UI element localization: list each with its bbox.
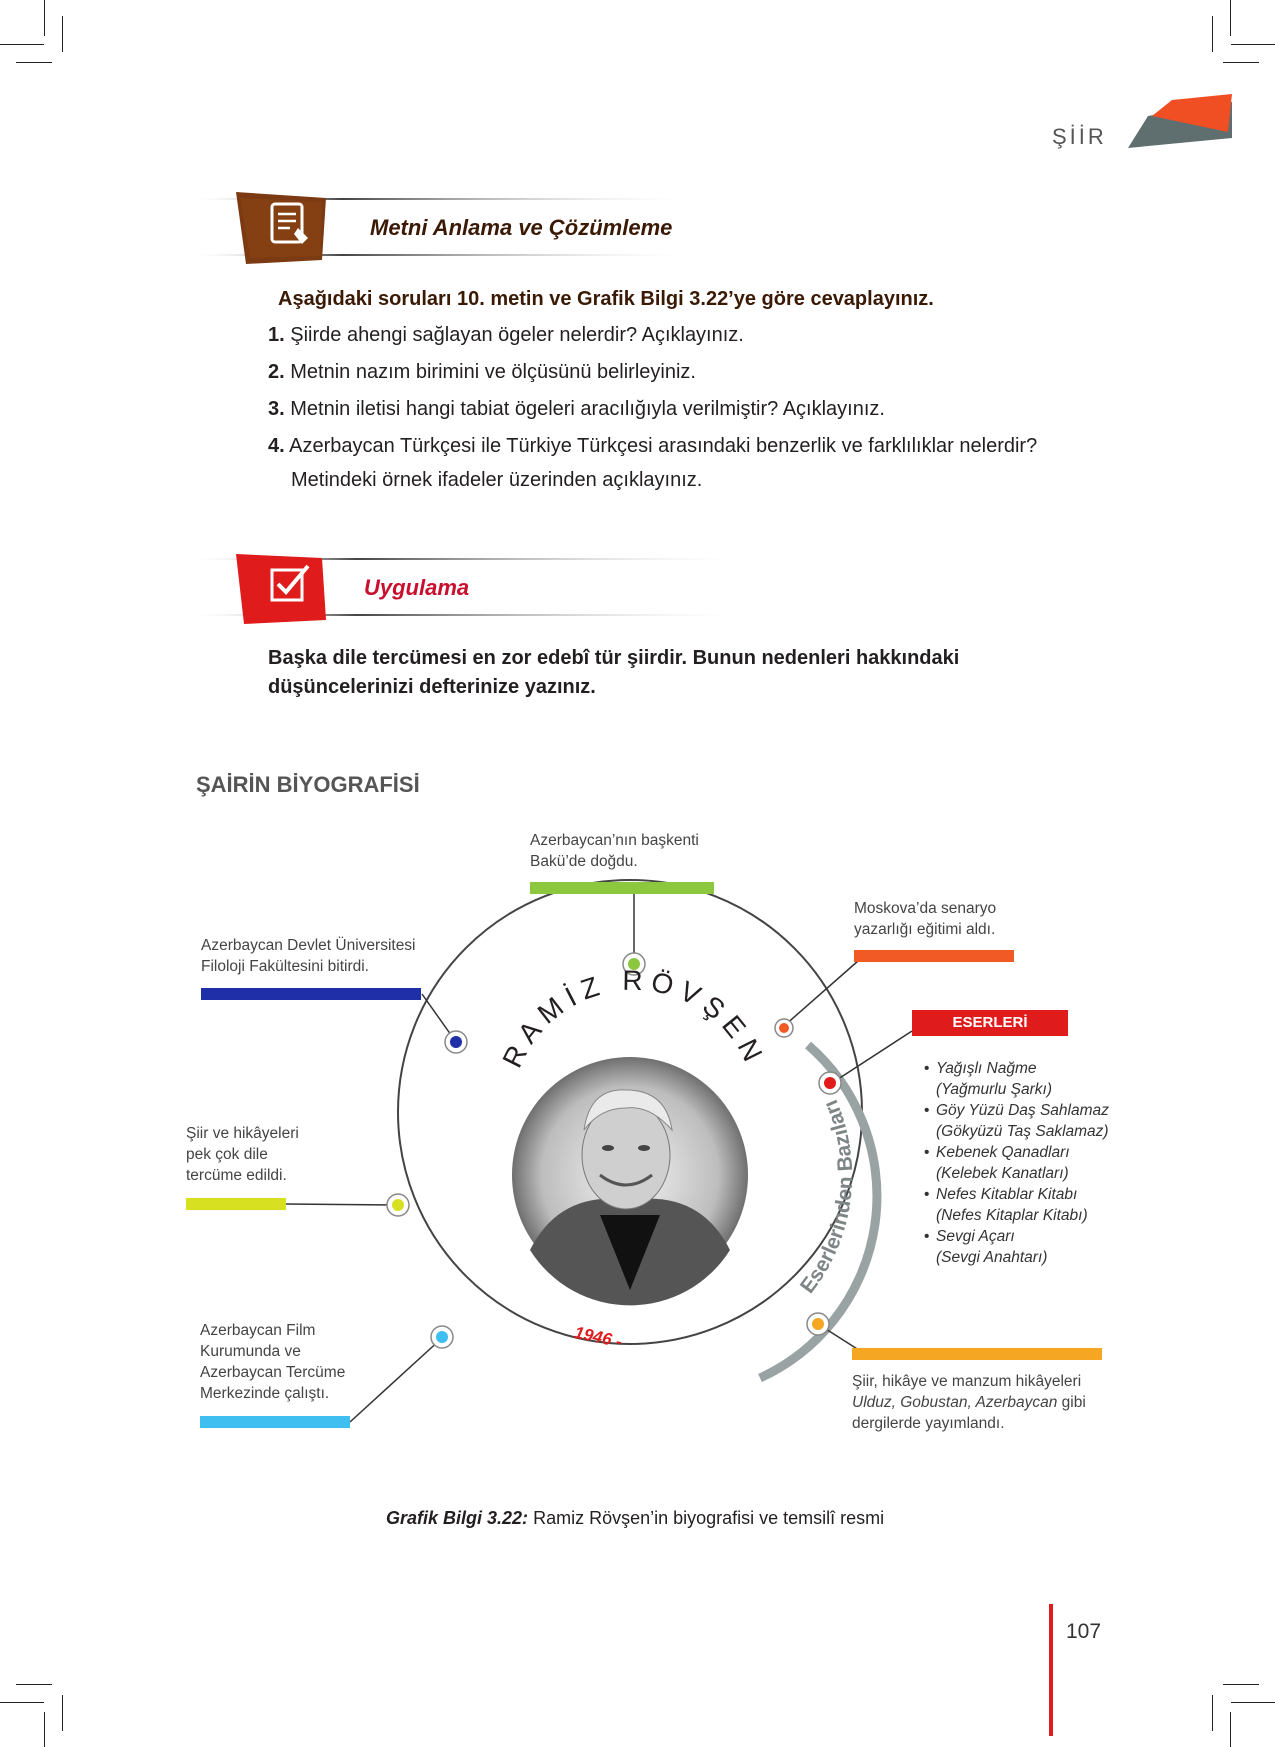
poet-name-arc: RAMİZ RÖVŞEN xyxy=(496,964,772,1073)
question-2: 2. Metnin nazım birimini ve ölçüsünü belirleyiniz. xyxy=(268,361,696,383)
section2-title: Uygulama xyxy=(364,575,470,600)
node-works xyxy=(819,1072,841,1094)
bar-university xyxy=(201,988,421,1000)
node-film xyxy=(431,1326,453,1348)
bar-published xyxy=(852,1348,1102,1360)
task-text: Başka dile tercümesi en zor edebî tür şiirdir. Bunun nedenleri hakkındaki düşüncelerinizi defterinize yazınız. xyxy=(268,647,960,698)
page-number-rule xyxy=(1049,1604,1053,1736)
work-item: • Yağışlı Nağme (Yağmurlu Şarkı) xyxy=(924,1060,1052,1098)
bar-born xyxy=(530,882,714,894)
works-arc-label: Eserlerinden Bazıları xyxy=(795,1096,858,1298)
node-translated xyxy=(387,1194,409,1216)
bar-film xyxy=(200,1416,350,1428)
questions-intro: Aşağıdaki soruları 10. metin ve Grafik Bilgi 3.22’ye göre cevaplayınız. xyxy=(278,288,934,310)
bio-published: Şiir, hikâye ve manzum hikâyeleri Ulduz, Gobustan, Azerbaycan gibi dergilerde yayımlandı. xyxy=(852,1373,1086,1432)
node-university xyxy=(445,1031,467,1053)
bio-moscow: Moskova’da senaryo yazarlığı eğitimi aldı. xyxy=(854,900,997,938)
section1-title: Metni Anlama ve Çözümleme xyxy=(370,215,673,240)
works-list xyxy=(924,1058,1109,1268)
poet-portrait xyxy=(512,1057,748,1305)
bio-film: Azerbaycan Film Kurumunda ve Azerbaycan Tercüme Merkezinde çalıştı. xyxy=(200,1322,346,1402)
works-label: ESERLERİ xyxy=(912,1010,1068,1036)
work-item: • Sevgi Açarı (Sevgi Anahtarı) xyxy=(924,1228,1048,1266)
work-item: • Kebenek Qanadları (Kelebek Kanatları) xyxy=(924,1144,1070,1182)
question-4-continued: Metindeki örnek ifadeler üzerinden açıklayınız. xyxy=(291,469,703,491)
question-4: 4. Azerbaycan Türkçesi ile Türkiye Türkçesi arasındaki benzerlik ve farklılıklar nelerdir? xyxy=(268,435,1038,457)
bar-translated xyxy=(186,1198,286,1210)
bio-translated: Şiir ve hikâyeleri pek çok dile tercüme edildi. xyxy=(186,1125,299,1184)
question-1: 1. Şiirde ahengi sağlayan ögeler nelerdir? Açıklayınız. xyxy=(268,324,744,346)
work-item: • Göy Yüzü Daş Sahlamaz (Gökyüzü Taş Saklamaz) xyxy=(924,1102,1109,1140)
node-published xyxy=(807,1313,829,1335)
question-3: 3. Metnin iletisi hangi tabiat ögeleri aracılığıyla verilmiştir? Açıklayınız. xyxy=(268,398,885,420)
page-number: 107 xyxy=(1066,1620,1102,1643)
node-moscow xyxy=(775,1019,793,1037)
biography-title: ŞAİRİN BİYOGRAFİSİ xyxy=(196,772,420,797)
bar-moscow xyxy=(854,950,1014,962)
section-label: ŞİİR xyxy=(1052,124,1107,149)
bio-born: Azerbaycan’nın başkenti Bakü’de doğdu. xyxy=(530,832,699,870)
bio-university: Azerbaycan Devlet Üniversitesi Filoloji Fakültesini bitirdi. xyxy=(201,937,416,975)
work-item: • Nefes Kitablar Kitabı (Nefes Kitaplar Kitabı) xyxy=(924,1186,1088,1224)
figure-caption: Grafik Bilgi 3.22: Ramiz Rövşen’in biyografisi ve temsilî resmi xyxy=(386,1508,885,1528)
birth-year: 1946 - xyxy=(572,1322,624,1352)
